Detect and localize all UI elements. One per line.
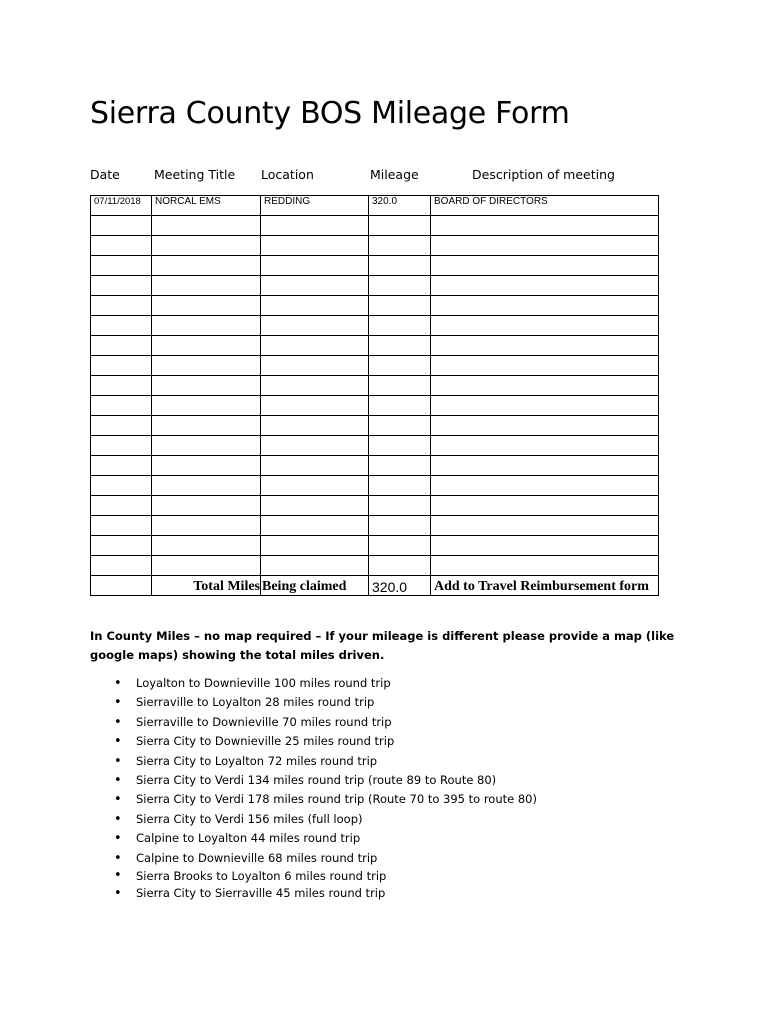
cell-mileage[interactable]	[369, 356, 431, 376]
cell-location[interactable]	[261, 316, 369, 336]
cell-mileage[interactable]	[369, 216, 431, 236]
cell-mileage[interactable]	[369, 556, 431, 576]
table-row	[91, 416, 659, 436]
mileage-table-body	[91, 196, 659, 576]
cell-location[interactable]	[261, 256, 369, 276]
cell-date[interactable]	[91, 216, 152, 236]
cell-location[interactable]	[261, 556, 369, 576]
cell-date[interactable]	[91, 296, 152, 316]
cell-location[interactable]	[261, 296, 369, 316]
route-item: • Loyalton to Downieville 100 miles round trip	[90, 674, 537, 693]
table-row	[91, 216, 659, 236]
route-item: • Sierra City to Sierraville 45 miles round trip	[90, 884, 537, 903]
column-header-date: Date	[90, 167, 120, 182]
cell-mileage[interactable]	[369, 536, 431, 556]
cell-location[interactable]	[261, 476, 369, 496]
cell-description[interactable]	[431, 336, 659, 356]
cell-mileage[interactable]	[369, 236, 431, 256]
cell-date[interactable]	[91, 456, 152, 476]
cell-mileage[interactable]	[369, 456, 431, 476]
route-item: • Sierraville to Loyalton 28 miles round trip	[90, 693, 537, 712]
cell-date[interactable]	[91, 356, 152, 376]
being-claimed-label: Being claimed	[261, 576, 369, 596]
cell-description[interactable]	[431, 396, 659, 416]
cell-mileage[interactable]	[369, 496, 431, 516]
cell-description[interactable]	[431, 476, 659, 496]
cell-description[interactable]	[431, 556, 659, 576]
cell-meeting-title[interactable]	[152, 356, 261, 376]
cell-meeting-title[interactable]	[152, 236, 261, 256]
cell-description[interactable]	[431, 296, 659, 316]
table-row	[91, 396, 659, 416]
route-item: • Sierra Brooks to Loyalton 6 miles round trip	[90, 868, 537, 884]
column-header-meeting-title: Meeting Title	[154, 167, 236, 182]
cell-location[interactable]	[261, 456, 369, 476]
cell-meeting-title[interactable]	[152, 456, 261, 476]
cell-description[interactable]	[431, 496, 659, 516]
total-miles-value[interactable]: 320.0	[369, 576, 431, 596]
table-row	[91, 496, 659, 516]
cell-meeting-title[interactable]	[152, 296, 261, 316]
column-header-mileage: Mileage	[370, 167, 419, 182]
cell-mileage[interactable]	[369, 436, 431, 456]
cell-location[interactable]	[261, 496, 369, 516]
totals	[91, 576, 659, 596]
cell-location[interactable]	[261, 416, 369, 436]
table-row	[91, 436, 659, 456]
table-row	[91, 276, 659, 296]
cell-meeting-title[interactable]	[152, 416, 261, 436]
total-miles-label: Total Miles	[152, 576, 261, 596]
column-header-location: Location	[261, 167, 314, 182]
cell-mileage[interactable]	[369, 296, 431, 316]
cell-mileage[interactable]	[369, 316, 431, 336]
table-row	[91, 196, 659, 216]
cell-description[interactable]	[431, 216, 659, 236]
route-item: • Sierra City to Verdi 156 miles (full loop)	[90, 810, 537, 829]
travel-reimbursement-note: Add to Travel Reimbursement form	[431, 576, 659, 596]
cell-date[interactable]	[91, 236, 152, 256]
cell-location[interactable]	[261, 376, 369, 396]
cell-meeting-title[interactable]	[152, 476, 261, 496]
cell-description[interactable]	[431, 536, 659, 556]
route-item: • Sierra City to Verdi 178 miles round trip (Route 70 to 395 to route 80)	[90, 790, 537, 809]
table-row	[91, 376, 659, 396]
cell-location[interactable]	[261, 516, 369, 536]
cell-meeting-title[interactable]	[152, 496, 261, 516]
cell-location[interactable]	[261, 336, 369, 356]
cell-description[interactable]	[431, 256, 659, 276]
cell-date[interactable]	[91, 276, 152, 296]
cell-mileage[interactable]	[369, 276, 431, 296]
table-row	[91, 516, 659, 536]
cell-description[interactable]	[431, 416, 659, 436]
table-row	[91, 336, 659, 356]
mileage-table	[90, 195, 659, 596]
cell-date[interactable]	[91, 316, 152, 336]
cell-date[interactable]	[91, 496, 152, 516]
cell-description[interactable]	[431, 316, 659, 336]
cell-date[interactable]	[91, 376, 152, 396]
cell-meeting-title[interactable]	[152, 536, 261, 556]
route-item: • Calpine to Downieville 68 miles round trip	[90, 849, 537, 868]
cell-date[interactable]	[91, 436, 152, 456]
cell-location[interactable]	[261, 216, 369, 236]
cell-date[interactable]	[91, 476, 152, 496]
cell-date[interactable]	[91, 336, 152, 356]
cell-location[interactable]	[261, 236, 369, 256]
cell-date[interactable]	[91, 516, 152, 536]
cell-meeting-title[interactable]	[152, 336, 261, 356]
cell-description[interactable]	[431, 236, 659, 256]
route-item: • Calpine to Loyalton 44 miles round trip	[90, 829, 537, 848]
cell-mileage[interactable]	[369, 256, 431, 276]
route-item: • Sierra City to Downieville 25 miles round trip	[90, 732, 537, 751]
cell-description[interactable]	[431, 276, 659, 296]
route-item: • Sierra City to Loyalton 72 miles round trip	[90, 752, 537, 771]
cell-location[interactable]: REDDING	[261, 196, 369, 216]
cell-meeting-title[interactable]	[152, 276, 261, 296]
cell-date[interactable]: 07/11/2018	[91, 196, 152, 216]
total-row	[91, 576, 659, 596]
cell-mileage[interactable]	[369, 396, 431, 416]
cell-meeting-title[interactable]	[152, 376, 261, 396]
table-row	[91, 296, 659, 316]
cell-meeting-title[interactable]: NORCAL EMS	[152, 196, 261, 216]
cell-mileage[interactable]	[369, 416, 431, 436]
cell-meeting-title[interactable]	[152, 316, 261, 336]
cell-location[interactable]	[261, 396, 369, 416]
cell-date[interactable]	[91, 256, 152, 276]
column-header-description: Description of meeting	[472, 167, 615, 182]
cell-date[interactable]	[91, 396, 152, 416]
cell-mileage[interactable]	[369, 376, 431, 396]
table-row	[91, 456, 659, 476]
cell-blank	[91, 576, 152, 596]
cell-meeting-title[interactable]	[152, 396, 261, 416]
table-row	[91, 556, 659, 576]
cell-date[interactable]	[91, 556, 152, 576]
table-row	[91, 536, 659, 556]
cell-meeting-title[interactable]	[152, 556, 261, 576]
table-row	[91, 256, 659, 276]
cell-mileage[interactable]	[369, 336, 431, 356]
cell-meeting-title[interactable]	[152, 436, 261, 456]
cell-description[interactable]	[431, 436, 659, 456]
cell-mileage[interactable]	[369, 476, 431, 496]
route-item: • Sierraville to Downieville 70 miles round trip	[90, 713, 537, 732]
cell-mileage[interactable]: 320.0	[369, 196, 431, 216]
table-row	[91, 316, 659, 336]
cell-description[interactable]	[431, 356, 659, 376]
cell-mileage[interactable]	[369, 516, 431, 536]
instructions-note: In County Miles – no map required – If your mileage is different please provide a map (like google maps) showing the total miles driven.	[90, 629, 675, 662]
cell-location[interactable]	[261, 276, 369, 296]
cell-description[interactable]	[431, 516, 659, 536]
cell-location[interactable]	[261, 436, 369, 456]
cell-date[interactable]	[91, 416, 152, 436]
route-item: • Sierra City to Verdi 134 miles round trip (route 89 to Route 80)	[90, 771, 537, 790]
cell-date[interactable]	[91, 536, 152, 556]
route-list	[90, 674, 537, 903]
cell-location[interactable]	[261, 356, 369, 376]
cell-description[interactable]	[431, 456, 659, 476]
cell-meeting-title[interactable]	[152, 216, 261, 236]
table-row	[91, 476, 659, 496]
cell-meeting-title[interactable]	[152, 516, 261, 536]
cell-description[interactable]	[431, 376, 659, 396]
cell-location[interactable]	[261, 536, 369, 556]
cell-description[interactable]: BOARD OF DIRECTORS	[431, 196, 659, 216]
cell-meeting-title[interactable]	[152, 256, 261, 276]
table-row	[91, 356, 659, 376]
page-title: Sierra County BOS Mileage Form	[90, 96, 570, 131]
table-row	[91, 236, 659, 256]
